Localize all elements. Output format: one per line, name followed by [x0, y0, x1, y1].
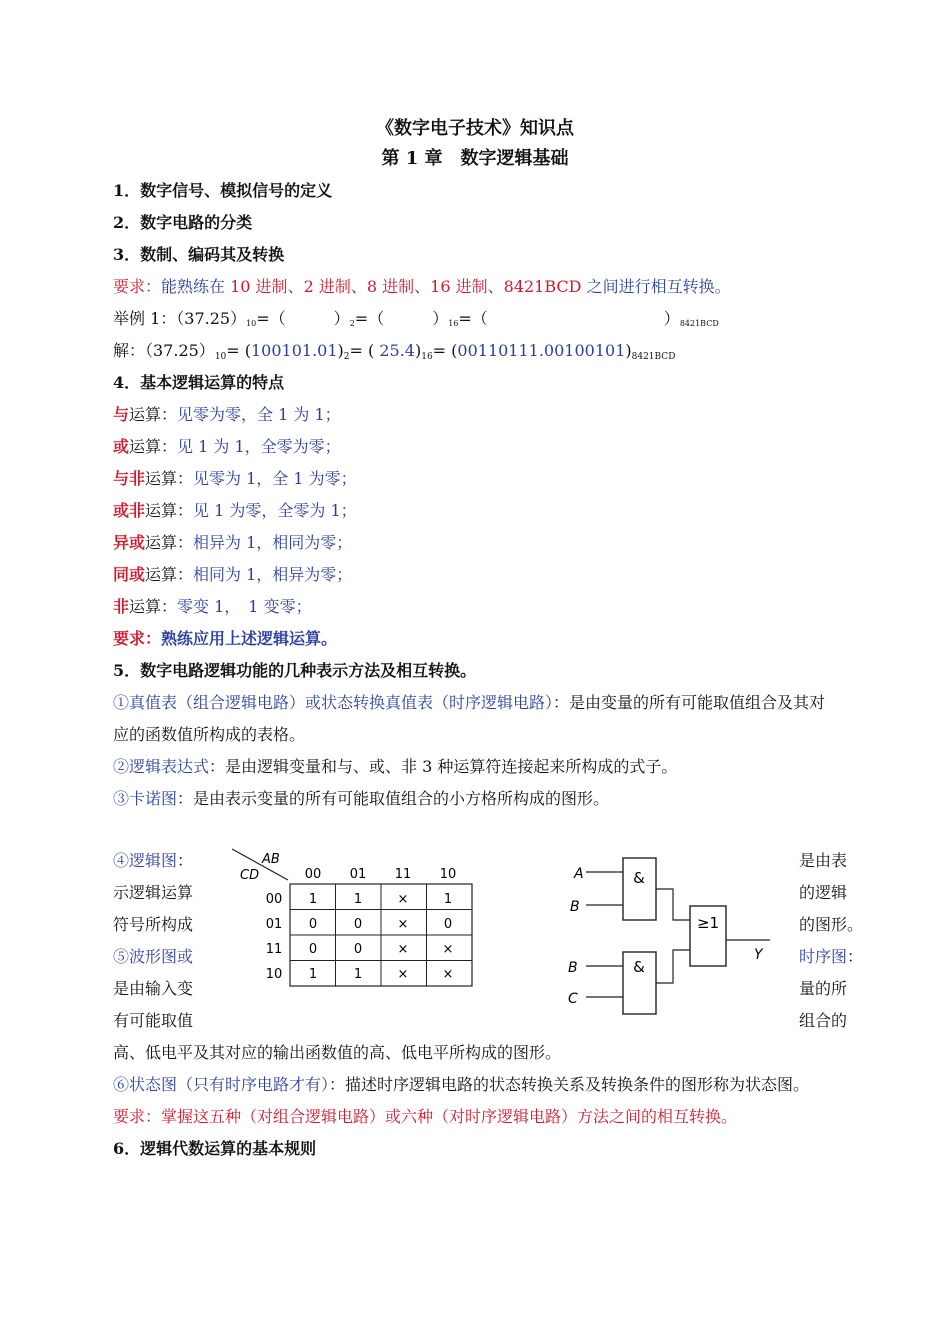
method-truth-table: ①真值表（组合逻辑电路）或状态转换真值表（时序逻辑电路）：是由变量的所有可能取值组合及其对 — [113, 693, 826, 712]
section-2-heading: 2．数字电路的分类 — [113, 213, 253, 232]
example-1: 举例 1：$(37.25)_{10}=$（ ）$_2=$（ ）$_{16}=$（ ）$_{8421BCD}$ — [113, 309, 719, 328]
kmap-cell: 0 — [308, 942, 318, 957]
wrapped-text-line: 有可能取值 — [113, 1011, 194, 1030]
wrapped-text-line: 的图形。 — [799, 915, 864, 934]
kmap-cell: × — [397, 892, 409, 907]
method-truth-table-cont: 应的函数值所构成的表格。 — [113, 725, 306, 744]
kmap-col-header: 10 — [439, 867, 457, 882]
wrapped-text-line: 符号所构成 — [113, 915, 194, 934]
kmap-col-header: 01 — [349, 867, 367, 882]
gate-wire — [656, 889, 690, 920]
and-gate-symbol: & — [633, 958, 645, 976]
section-4-heading: 4．基本逻辑运算的特点 — [113, 373, 285, 392]
kmap-row-header: 11 — [265, 942, 283, 957]
requirement-label: 要求： — [113, 277, 162, 296]
kmap-cell: × — [397, 967, 409, 982]
op-nor: 或非运算：见 1 为零，全零为 1； — [113, 501, 357, 520]
wrapped-text-line: 是由输入变 — [113, 979, 194, 998]
kmap-row-header: 01 — [265, 917, 283, 932]
kmap-cell: × — [397, 917, 409, 932]
kmap-row-header: 00 — [265, 892, 283, 907]
op-and: 与运算：见零为零，全 1 为 1； — [113, 405, 341, 424]
input-label-b: B — [568, 960, 578, 976]
kmap-col-header: 11 — [394, 867, 412, 882]
kmap-var-left: CD — [240, 868, 260, 883]
input-label-c: C — [568, 991, 578, 1007]
and-gate-symbol: & — [633, 869, 645, 887]
requirement-logic-ops: 要求：熟练应用上述逻辑运算。 — [113, 629, 338, 648]
input-label-b: B — [570, 899, 580, 915]
section-6-heading: 6．逻辑代数运算的基本规则 — [113, 1139, 317, 1158]
wrapped-text-line: 组合的 — [799, 1011, 848, 1030]
output-label-y: Y — [754, 947, 763, 963]
method-logic-diagram: ④逻辑图： — [113, 851, 194, 870]
kmap-cell: 1 — [443, 892, 453, 907]
op-nand: 与非运算：见零为 1，全 1 为零； — [113, 469, 357, 488]
method-expression: ②逻辑表达式：是由逻辑变量和与、或、非 3 种运算符连接起来所构成的式子。 — [113, 757, 678, 776]
kmap-cell: 0 — [353, 942, 363, 957]
op-xnor: 同或运算：相同为 1，相异为零； — [113, 565, 353, 584]
wrapped-text-line: 的逻辑 — [799, 883, 848, 902]
method-karnaugh: ③卡诺图：是由表示变量的所有可能取值组合的小方格所构成的图形。 — [113, 789, 610, 808]
kmap-row-header: 10 — [265, 967, 283, 982]
op-or: 或运算：见 1 为 1，全零为零； — [113, 437, 341, 456]
hex-answer: 25.4 — [379, 341, 415, 360]
kmap-cell: 1 — [308, 892, 318, 907]
chapter-title: 第 1 章 数字逻辑基础 — [381, 148, 569, 169]
kmap-cell: 0 — [443, 917, 453, 932]
kmap-cell: × — [397, 942, 409, 957]
method-waveform-cont: 高、低电平及其对应的输出函数值的高、低电平所构成的图形。 — [113, 1043, 562, 1062]
timing-diagram-label: 时序图： — [799, 947, 864, 966]
kmap-cell: × — [442, 967, 454, 982]
wrapped-text-line: 量的所 — [799, 979, 848, 998]
kmap-var-top: AB — [262, 852, 280, 867]
kmap-cell: 1 — [353, 967, 363, 982]
example-1-solution: 解：（37.25）10= (100101.01)2= ( 25.4)16= (00110111.00100101)8421BCD — [113, 341, 676, 362]
input-label-a: A — [574, 866, 584, 882]
method-state-diagram: ⑥状态图（只有时序电路才有）：描述时序逻辑电路的状态转换关系及转换条件的图形称为状态图。 — [113, 1075, 810, 1094]
kmap-cell: × — [442, 942, 454, 957]
and-gate-1 — [623, 858, 656, 920]
kmap-cell: 0 — [353, 917, 363, 932]
logic-gate-diagram — [560, 850, 780, 1020]
section-5-heading: 5．数字电路逻辑功能的几种表示方法及相互转换。 — [113, 661, 477, 680]
section-1-heading: 1．数字信号、模拟信号的定义 — [113, 181, 333, 200]
wrapped-text-line: 示逻辑运算 — [113, 883, 194, 902]
op-xor: 异或运算：相异为 1，相同为零； — [113, 533, 353, 552]
or-gate-symbol: ≥1 — [696, 914, 720, 932]
kmap-cell: 1 — [353, 892, 363, 907]
kmap-cell: 1 — [308, 967, 318, 982]
binary-answer: 100101.01 — [251, 341, 338, 360]
karnaugh-map — [228, 846, 478, 992]
bcd-answer: 00110111.00100101 — [457, 341, 626, 360]
kmap-col-header: 00 — [304, 867, 322, 882]
kmap-cell: 0 — [308, 917, 318, 932]
op-not: 非运算：零变 1， 1 变零； — [113, 597, 312, 616]
wrapped-text-line: 是由表 — [799, 851, 848, 870]
method-waveform: ⑤波形图或 — [113, 947, 194, 966]
requirement-conversion: 要求：能熟练在 10 进制、2 进制、8 进制、16 进制、8421BCD 之间进行相互转换。 — [113, 277, 731, 296]
gate-wire — [656, 950, 690, 983]
document-title: 《数字电子技术》知识点 — [376, 118, 574, 139]
requirement-methods: 要求：掌握这五种（对组合逻辑电路）或六种（对时序逻辑电路）方法之间的相互转换。 — [113, 1107, 738, 1126]
section-3-heading: 3．数制、编码其及转换 — [113, 245, 285, 264]
